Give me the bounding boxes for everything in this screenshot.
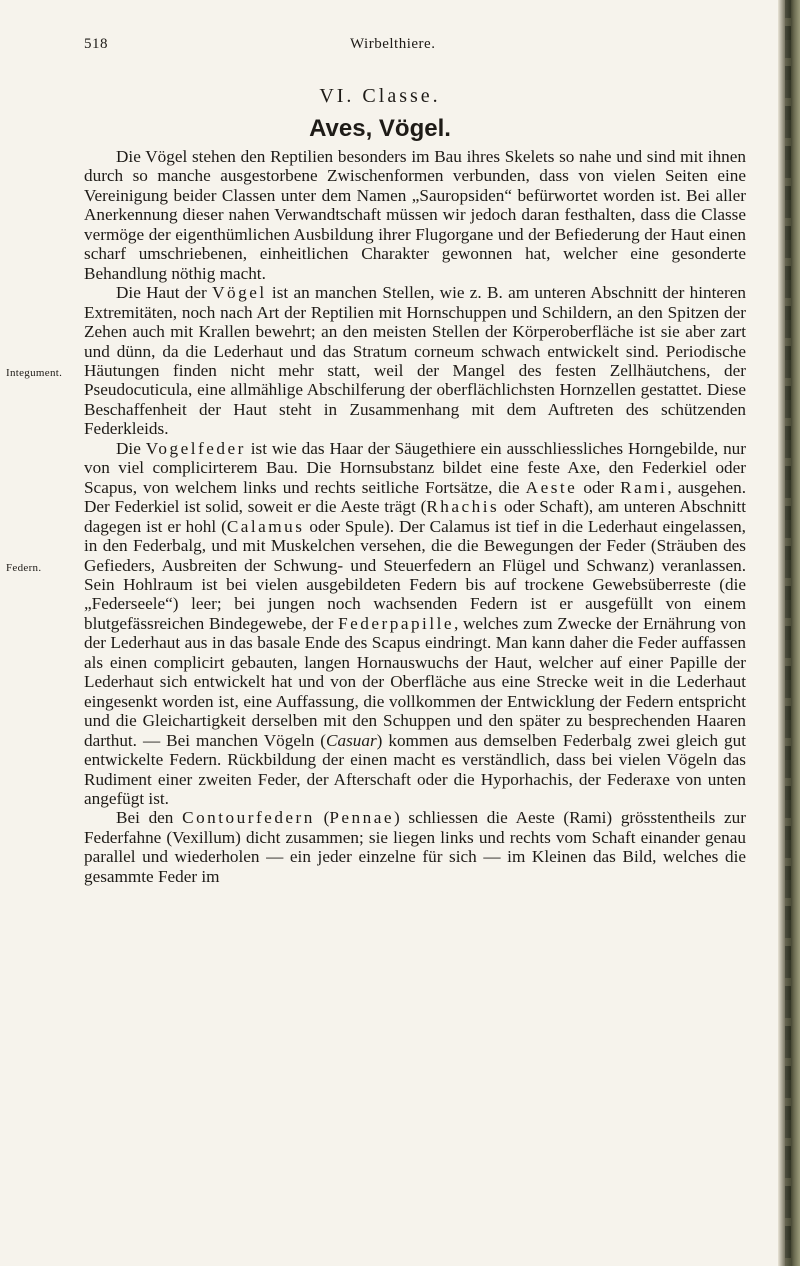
emphasis-federpapille: Federpapille (338, 613, 454, 633)
margin-note-federn: Federn. (6, 562, 42, 574)
emphasis-vogelfeder: Vogelfeder (145, 438, 246, 458)
class-heading: VI. Classe. (319, 85, 441, 107)
running-head: Wirbelthiere. (350, 36, 436, 52)
emphasis-rami: Rami (620, 477, 668, 497)
emphasis-casuar: Casuar (326, 730, 377, 750)
paragraph-intro: Die Vögel stehen den Reptilien besonders im Bau ihres Skelets so nahe und sind mit ihnen durch so manche ausgestorbene Zwischenformen verbunden, dass von vielen Seiten eine Vereinigung beider Classen unter dem Namen „Sauropsiden“ befürwortet worden ist. Bei aller Anerkennung dieser nahen Verwandtschaft müssen wir jedoch daran festhalten, dass die Classe vermöge der eigenthümlichen Ausbildung ihrer Flugorgane und der Befiederung der Haut einen scharf umschriebenen, einheitlichen Charakter gewonnen hat, welcher eine gesonderte Behandlung nöthig macht. (84, 147, 746, 283)
paragraph-contour-feathers: Bei den Contourfedern (Pennae) schliessen die Aeste (Rami) grösstentheils zur Federfahne (Vexillum) dicht zusammen; sie liegen links und rechts vom Schaft einander genau parallel und wiederholen — ein jeder einzelne für sich — im Kleinen das Bild, welches die gesammte Feder im (84, 808, 747, 886)
page-header (0, 36, 780, 58)
book-spine-edge (778, 0, 800, 1266)
emphasis-rhachis: Rhachis (426, 497, 500, 517)
paragraph-feathers: Die Vogelfeder ist wie das Haar der Säugethiere ein ausschliessliches Horngebilde, nur von viel complicirterem Bau. Die Hornsubstanz bildet eine feste Axe, den Federkiel oder Scapus, von welchem links und rechts seitliche Fortsätze, die Aeste oder Rami, ausgehen. Der Federkiel ist solid, soweit er die Aeste trägt (Rhachis oder Schaft), am unteren Abschnitt dagegen ist er hohl (Calamus oder Spule). Der Calamus ist tief in die Lederhaut eingelassen, in den Federbalg, und mit Muskelchen versehen, die die Bewegungen der Feder (Sträuben des Gefieders, Ausbreiten der Schwung- und Steuerfedern an Flügel und Schwanz) veranlassen. Sein Hohlraum ist bei vielen ausgebildeten Federn bis auf trockene Gewebsüberreste (die „Federseele“) leer; bei jungen noch wachsenden Federn ist er ausgefüllt von einem blutgefässreichen Bindegewebe, der Federpapille, welches zum Zwecke der Ernährung von der Lederhaut aus in das basale Ende des Scapus eindringt. Man kann daher die Feder auffassen als einen complicirt gebauten, langen Hornauswuchs der Haut, welcher auf einer Papille der Lederhaut sich entwickelt hat und von der Oberfläche aus eine Strecke weit in die Lederhaut eingesenkt worden ist, eine Auffassung, die vollkommen der Entwicklung der Federn entspricht und die Gleichartigkeit derselben mit den Schuppen und den später zu besprechenden Haaren darthut. — Bei manchen Vögeln (Casuar) kommen aus demselben Federbalg zwei gleich gut entwickelte Federn. Rückbildung der einen macht es verständlich, dass bei vielen Vögeln das Rudiment einer zweiten Feder, der Afterschaft oder die Hyporhachis, der Federaxe von unten angefügt ist. (84, 438, 747, 808)
emphasis-calamus: Calamus (226, 516, 305, 536)
page-number: 518 (84, 36, 108, 52)
section-title: Aves, Vögel. (309, 115, 451, 142)
emphasis-voegel: Vögel (212, 283, 267, 303)
body-text (84, 147, 746, 886)
emphasis-pennae: Pennae (329, 808, 394, 828)
margin-note-integument: Integument. (6, 367, 63, 379)
emphasis-contourfedern: Contourfedern (182, 808, 315, 828)
emphasis-aeste: Aeste (525, 477, 578, 497)
paragraph-integument: Die Haut der Vögel ist an manchen Stellen, wie z. B. am unteren Abschnitt der hinteren Extremitäten, noch nach Art der Reptilien mit Hornschuppen und Schildern, an den Spitzen der Zehen auch mit Krallen bewehrt; an den meisten Stellen der Körperoberfläche ist sie aber zart und dünn, da die Lederhaut und das Stratum corneum schwach entwickelt sind. Periodische Häutungen finden nicht mehr statt, weil der Mangel des festen Zellhäutchens, der Pseudocuticula, eine allmählige Abschilferung der oberflächlichsten Hornzellen gestattet. Diese Beschaffenheit der Haut steht in Zusammenhang mit dem Auftreten des schützenden Federkleids. (84, 283, 746, 439)
